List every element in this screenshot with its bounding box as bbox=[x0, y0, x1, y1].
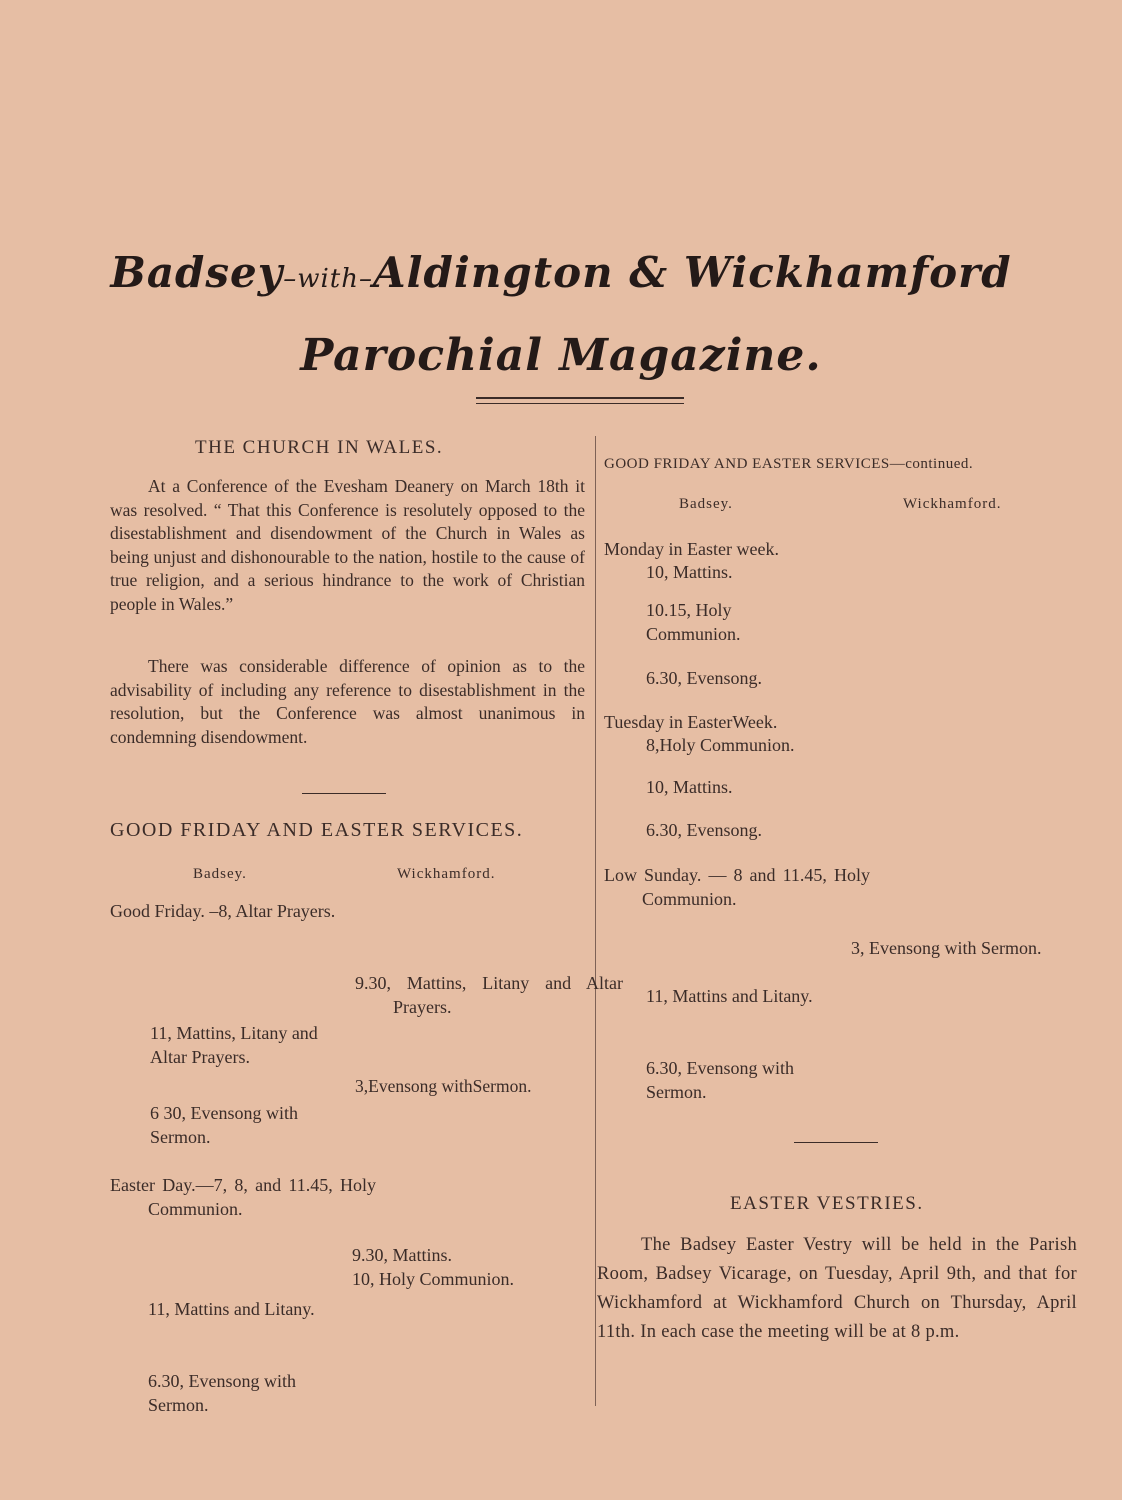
easter-vestries-heading: EASTER VESTRIES. bbox=[730, 1193, 924, 1214]
services-continued-heading: GOOD FRIDAY AND EASTER SERVICES—continued. bbox=[604, 456, 974, 472]
tuesday-mattins: 10, Mattins. bbox=[646, 777, 733, 797]
good-friday-evensong: 6 30, Evensong with Sermon. bbox=[150, 1103, 298, 1147]
low-sunday-evensong: 6.30, Evensong with Sermon. bbox=[646, 1058, 794, 1102]
section-divider-left bbox=[302, 793, 386, 794]
wickhamford-good-friday-mattins: 9.30, Mattins, Litany and Altar Prayers. bbox=[355, 973, 623, 1017]
tuesday-evensong: 6.30, Evensong. bbox=[646, 820, 762, 840]
badsey-column-heading-right: Badsey. bbox=[679, 496, 733, 512]
wickhamford-easter-communion: 10, Holy Communion. bbox=[352, 1269, 515, 1289]
masthead-line-1 bbox=[0, 248, 1122, 297]
services-heading: GOOD FRIDAY AND EASTER SERVICES. bbox=[110, 819, 524, 841]
monday-mattins: 10, Mattins. bbox=[646, 562, 733, 582]
monday-easter-week-title: Monday in Easter week. bbox=[604, 539, 779, 559]
masthead-aldington-wickhamford: Aldington & Wickhamford bbox=[372, 248, 1012, 297]
masthead-badsey: Badsey bbox=[110, 248, 284, 297]
masthead-rule-top bbox=[476, 397, 684, 399]
church-wales-paragraph-1-text: At a Conference of the Evesham Deanery on March 18th it was resolved. “ That this Conference is resolutely opposed to the disestablishment and disendowment of the Church in Wales as being unjust and dishonourable to the nation, hostile to the cause of true religion, and a serious hindrance to the work of Christian people in Wales.” bbox=[110, 476, 585, 614]
wickhamford-column-heading: Wickhamford. bbox=[397, 866, 496, 882]
church-wales-heading: THE CHURCH IN WALES. bbox=[195, 437, 444, 458]
low-sunday-mattins: 11, Mattins and Litany. bbox=[646, 986, 813, 1006]
badsey-column-heading: Badsey. bbox=[193, 866, 247, 882]
wickhamford-low-sunday-evensong: 3, Evensong with Sermon. bbox=[851, 938, 1042, 958]
easter-day-service: Easter Day.—7, 8, and 11.45, Holy Communion. bbox=[110, 1175, 376, 1219]
masthead-rule-bottom bbox=[476, 403, 684, 404]
tuesday-holy-communion: 8,Holy Communion. bbox=[646, 735, 795, 755]
wickhamford-good-friday-evensong: 3,Evensong withSermon. bbox=[355, 1076, 532, 1096]
easter-vestries-paragraph-text: The Badsey Easter Vestry will be held in the Parish Room, Badsey Vicarage, on Tuesday, April 9th, and that for Wickhamford at Wickhamford Church on Thursday, April 11th. In each case the meeting will be at 8 p.m. bbox=[597, 1235, 1077, 1342]
column-divider bbox=[595, 436, 596, 1406]
easter-mattins: 11, Mattins and Litany. bbox=[148, 1299, 315, 1319]
good-friday-service: Good Friday. –8, Altar Prayers. bbox=[110, 901, 336, 921]
monday-holy-communion: 10.15, Holy Communion. bbox=[646, 600, 741, 644]
good-friday-mattins: 11, Mattins, Litany and Altar Prayers. bbox=[150, 1023, 318, 1067]
masthead-line-2: Parochial Magazine. bbox=[300, 330, 822, 381]
wickhamford-easter-mattins: 9.30, Mattins. bbox=[352, 1245, 453, 1265]
monday-evensong: 6.30, Evensong. bbox=[646, 668, 762, 688]
wickhamford-column-heading-right: Wickhamford. bbox=[903, 496, 1002, 512]
church-wales-paragraph-2 bbox=[110, 655, 585, 749]
church-wales-paragraph-2-text: There was considerable difference of opinion as to the advisability of including any reference to disestablishment in the resolution, but the Conference was almost unanimous in condemning disendowment. bbox=[110, 656, 585, 747]
easter-evensong: 6.30, Evensong with Sermon. bbox=[148, 1371, 296, 1415]
easter-vestries-paragraph bbox=[597, 1231, 1077, 1347]
low-sunday-service: Low Sunday. — 8 and 11.45, Holy Communion. bbox=[604, 865, 870, 909]
tuesday-easter-week-title: Tuesday in EasterWeek. bbox=[604, 712, 778, 732]
masthead-with: –with– bbox=[283, 264, 373, 294]
church-wales-paragraph-1 bbox=[110, 475, 585, 616]
section-divider-right bbox=[794, 1142, 878, 1143]
